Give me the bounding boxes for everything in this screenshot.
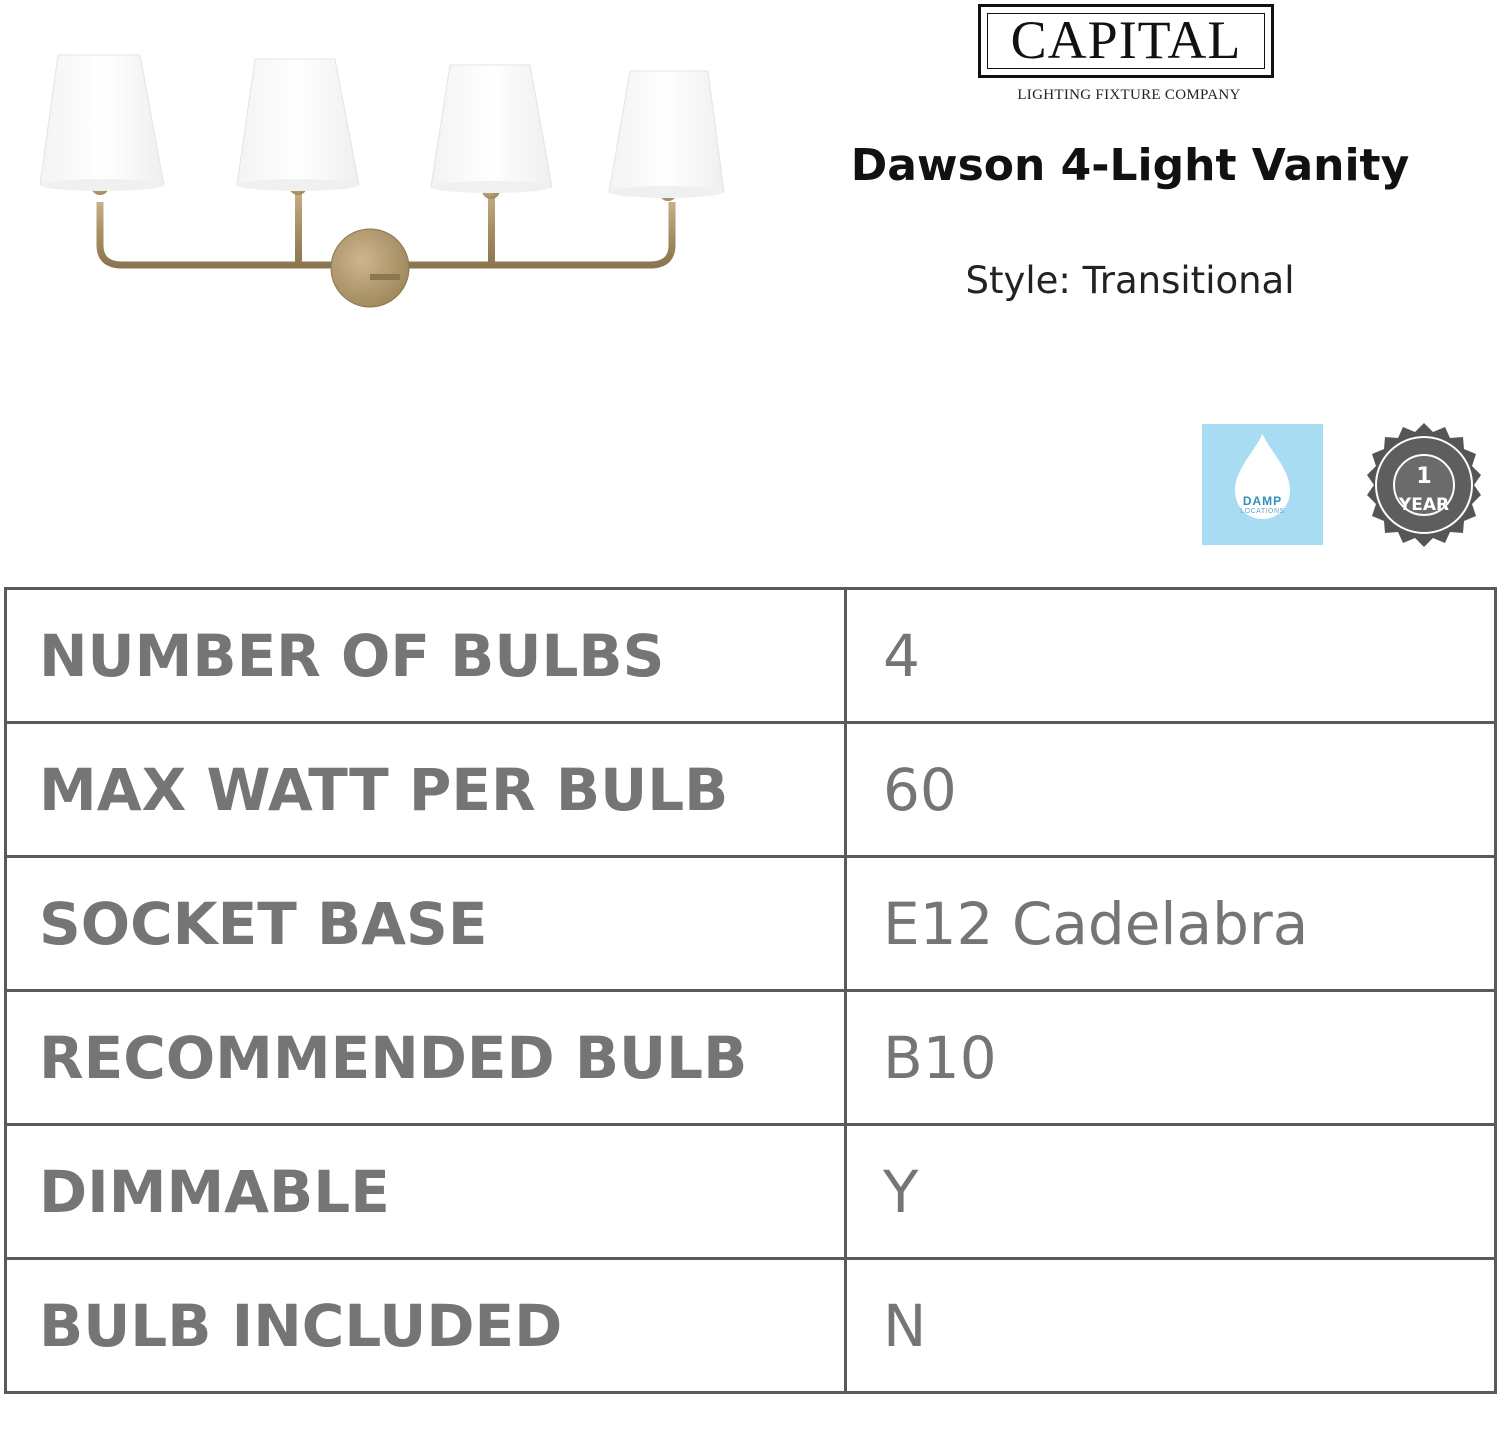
warranty-seal-icon: [1360, 421, 1488, 549]
spec-value: 4: [846, 589, 1496, 723]
damp-locations-badge: [1202, 424, 1323, 545]
table-row: [6, 991, 1496, 1125]
table-row: [6, 857, 1496, 991]
spec-value: 60: [846, 723, 1496, 857]
warranty-word: YEAR: [1398, 495, 1450, 515]
brand-logo: [978, 4, 1280, 108]
spec-value: E12 Cadelabra: [846, 857, 1496, 991]
product-title: Dawson 4-Light Vanity: [850, 140, 1410, 191]
spec-value: N: [846, 1259, 1496, 1393]
table-row: [6, 589, 1496, 723]
logo-tagline: LIGHTING FIXTURE COMPANY: [1017, 87, 1241, 103]
spec-label: NUMBER OF BULBS: [6, 589, 846, 723]
table-row: [6, 723, 1496, 857]
spec-label: MAX WATT PER BULB: [6, 723, 846, 857]
spec-value: B10: [846, 991, 1496, 1125]
damp-badge-title: DAMP: [1242, 494, 1283, 508]
product-style: Style: Transitional: [965, 259, 1295, 302]
spec-label: SOCKET BASE: [6, 857, 846, 991]
logo-wordmark: CAPITAL: [1010, 10, 1242, 70]
warranty-number: 1: [1416, 464, 1432, 489]
spec-label: DIMMABLE: [6, 1125, 846, 1259]
spec-label: RECOMMENDED BULB: [6, 991, 846, 1125]
table-row: [6, 1125, 1496, 1259]
table-row: [6, 1259, 1496, 1393]
spec-label: BULB INCLUDED: [6, 1259, 846, 1393]
product-image: [30, 40, 750, 330]
damp-badge-subtitle: LOCATIONS: [1240, 508, 1285, 515]
spec-value: Y: [846, 1125, 1496, 1259]
spec-table: [4, 587, 1497, 1394]
water-drop-icon: [1202, 424, 1323, 545]
